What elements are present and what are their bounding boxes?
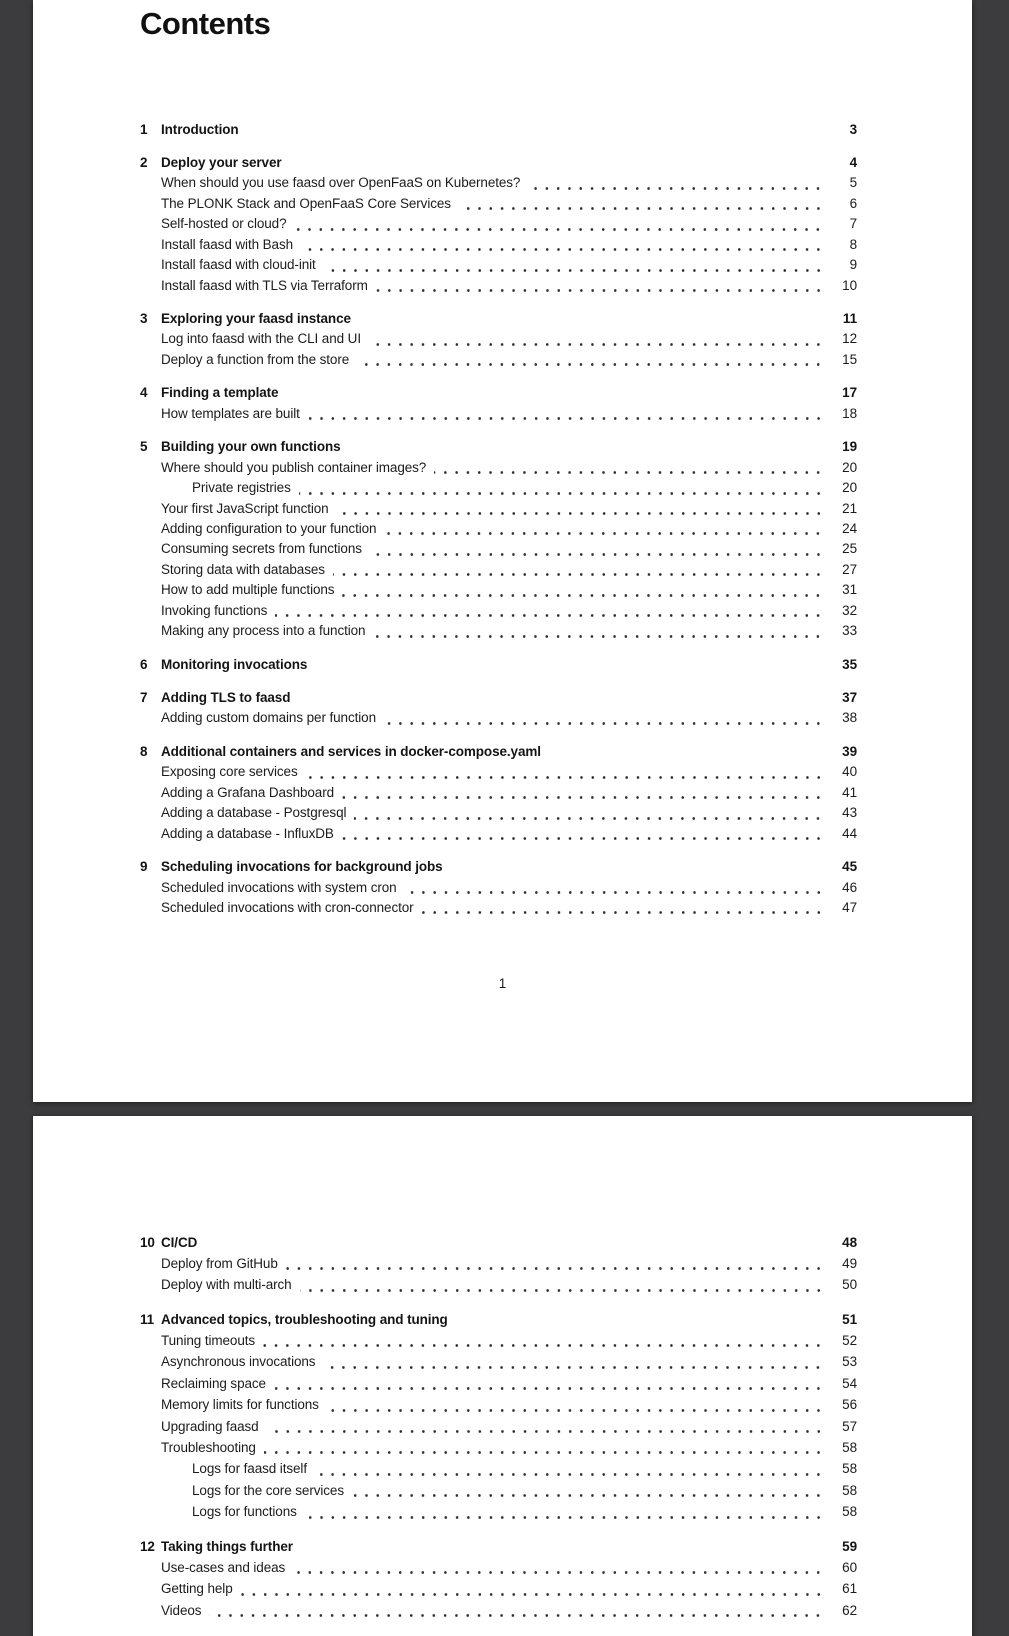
chapter-page-number: 17 [842,385,857,401]
toc-entry[interactable] [140,214,857,234]
dot-leader [369,343,824,346]
entry-label: Logs for the core services [192,1482,344,1498]
entry-label: Adding a database - InfluxDB [161,825,334,841]
toc-entry[interactable] [140,1416,857,1437]
entry-label: Upgrading faasd [161,1418,259,1434]
entry-page-number: 44 [842,825,857,841]
entry-label: Tuning timeouts [161,1333,256,1349]
dot-leader [299,492,824,495]
chapter-number: 12 [140,1538,155,1554]
entry-page-number: 20 [842,480,857,496]
chapter-title: CI/CD [161,1234,198,1250]
toc-entry[interactable] [140,1330,857,1351]
toc-chapter-group [140,1309,857,1523]
entry-page-number: 52 [842,1333,857,1349]
dot-leader [294,228,824,231]
entry-page-number: 6 [849,195,857,211]
dot-leader [384,722,824,725]
chapter-number: 1 [140,121,148,137]
chapter-title: Advanced topics, troubleshooting and tuning [161,1311,448,1327]
chapter-page-number: 35 [842,656,857,672]
entry-page-number: 24 [842,520,857,536]
entry-label: Adding a Grafana Dashboard [161,784,335,800]
dot-leader [286,1267,824,1270]
entry-label: Deploy with multi-arch [161,1277,292,1293]
dot-leader [434,471,824,474]
dot-leader [384,532,824,535]
entry-label: Adding configuration to your function [161,520,377,536]
entry-label: Logs for functions [192,1504,297,1520]
entry-page-number: 10 [842,277,857,293]
toc-page-2 [140,1232,857,1622]
entry-label: Videos [161,1602,202,1618]
toc-chapter-group [140,383,857,424]
chapter-title: Scheduling invocations for background jobs [161,859,443,875]
toc-chapter-entry[interactable] [140,742,857,762]
toc-chapter-group [140,437,857,641]
toc-chapter-group [140,1232,857,1296]
entry-page-number: 58 [842,1504,857,1520]
dot-leader [354,817,824,820]
toc-entry[interactable] [140,276,857,296]
entry-label: Memory limits for functions [161,1397,319,1413]
entry-label: Install faasd with cloud-init [161,257,316,273]
entry-label: Scheduled invocations with cron-connector [161,899,414,915]
dot-leader [327,1409,824,1412]
toc-chapter-group [140,742,857,844]
entry-label: Log into faasd with the CLI and UI [161,331,361,347]
entry-label: Install faasd with Bash [161,236,294,252]
entry-label: Install faasd with TLS via Terraform [161,277,368,293]
entry-page-number: 43 [842,805,857,821]
toc-entry[interactable] [140,762,857,782]
entry-page-number: 62 [842,1602,857,1618]
toc-entry[interactable] [140,255,857,275]
dot-leader [528,187,824,190]
entry-page-number: 53 [842,1354,857,1370]
toc-entry[interactable] [140,499,857,519]
entry-label: Troubleshooting [161,1440,256,1456]
entry-label: Adding a database - Postgresql [161,805,347,821]
pdf-page-1 [33,0,972,1102]
toc-chapter-entry[interactable] [140,120,857,140]
dot-leader [370,553,824,556]
toc-chapter-entry[interactable] [140,655,857,675]
toc-entry[interactable] [140,1373,857,1394]
toc-page-1 [140,120,857,919]
toc-chapter-entry[interactable] [140,437,857,457]
dot-leader [342,796,824,799]
toc-entry[interactable] [140,621,857,641]
dot-leader [352,1494,824,1497]
chapter-number: 4 [140,385,148,401]
entry-label: Your first JavaScript function [161,500,329,516]
toc-entry[interactable] [140,898,857,918]
entry-page-number: 33 [842,623,857,639]
dot-leader [405,891,824,894]
toc-chapter-entry[interactable] [140,1536,857,1557]
entry-page-number: 41 [842,784,857,800]
dot-leader [301,248,824,251]
chapter-number: 8 [140,743,148,759]
toc-entry[interactable] [140,1253,857,1274]
chapter-title: Additional containers and services in docker-compose.yaml [161,743,541,759]
toc-entry[interactable] [140,783,857,803]
entry-page-number: 7 [849,216,857,232]
entry-label: Where should you publish container images? [161,459,427,475]
chapter-title: Monitoring invocations [161,656,308,672]
chapter-page-number: 11 [842,311,857,326]
entry-page-number: 18 [842,405,857,421]
entry-label: Reclaiming space [161,1375,266,1391]
toc-entry[interactable] [140,803,857,823]
toc-entry[interactable] [140,1437,857,1458]
chapter-page-number: 59 [842,1538,857,1554]
toc-entry[interactable] [140,878,857,898]
toc-entry[interactable] [140,350,857,370]
toc-entry[interactable] [140,708,857,728]
entry-page-number: 58 [842,1482,857,1498]
dot-leader [422,911,824,914]
dot-leader [337,512,824,515]
chapter-page-number: 45 [842,859,857,875]
chapter-number: 10 [140,1234,155,1250]
chapter-number: 5 [140,439,148,455]
entry-label: When should you use faasd over OpenFaaS on Kubernetes? [161,175,521,191]
entry-page-number: 54 [842,1375,857,1391]
dot-leader [308,417,824,420]
entry-page-number: 32 [842,602,857,618]
chapter-page-number: 3 [849,121,857,137]
toc-entry[interactable] [140,173,857,193]
entry-label: Asynchronous invocations [161,1354,316,1370]
entry-page-number: 5 [849,175,857,191]
dot-leader [324,269,824,272]
chapter-number: 7 [140,690,148,705]
toc-entry[interactable] [140,1600,857,1621]
entry-label: Exposing core services [161,764,298,780]
toc-chapter-entry[interactable] [140,1309,857,1330]
entry-page-number: 58 [842,1440,857,1456]
chapter-title: Introduction [161,121,239,137]
dot-leader [293,1571,824,1574]
toc-entry[interactable] [140,458,857,478]
toc-entry[interactable] [140,1274,857,1295]
chapter-number: 11 [140,1311,155,1327]
toc-entry[interactable] [140,1578,857,1599]
entry-page-number: 31 [842,582,857,598]
dot-leader [264,1451,824,1454]
dot-leader [342,594,824,597]
toc-chapter-entry[interactable] [140,309,857,329]
entry-page-number: 27 [842,561,857,577]
chapter-number: 2 [140,154,148,170]
toc-entry[interactable] [140,560,857,580]
pdf-page-2 [33,1116,972,1636]
toc-entry[interactable] [140,1394,857,1415]
chapter-number: 3 [140,311,148,326]
dot-leader [241,1593,824,1596]
chapter-page-number: 51 [842,1311,857,1327]
chapter-title: Finding a template [161,385,279,401]
entry-label: Getting help [161,1581,233,1597]
dot-leader [342,837,824,840]
entry-page-number: 40 [842,764,857,780]
entry-label: Logs for faasd itself [192,1461,307,1477]
toc-chapter-entry[interactable] [140,1232,857,1253]
entry-page-number: 56 [842,1397,857,1413]
dot-leader [333,573,824,576]
entry-page-number: 38 [842,710,857,726]
dot-leader [274,1387,824,1390]
entry-page-number: 58 [842,1461,857,1477]
entry-page-number: 50 [842,1277,857,1293]
toc-chapter-entry[interactable] [140,383,857,403]
dot-leader [305,1516,824,1519]
entry-page-number: 60 [842,1559,857,1575]
entry-label: How to add multiple functions [161,582,335,598]
chapter-page-number: 37 [842,690,857,705]
dot-leader [263,1344,824,1347]
entry-page-number: 49 [842,1255,857,1271]
dot-leader [376,289,824,292]
entry-label: Invoking functions [161,602,268,618]
dot-leader [300,1289,824,1292]
toc-entry[interactable] [140,1501,857,1522]
chapter-title: Adding TLS to faasd [161,690,291,705]
dot-leader [306,776,824,779]
dot-leader [323,1366,824,1369]
entry-label: Scheduled invocations with system cron [161,879,397,895]
toc-chapter-group [140,655,857,675]
toc-entry[interactable] [140,539,857,559]
entry-page-number: 21 [842,500,857,516]
entry-page-number: 15 [842,351,857,367]
page-footer-number: 1 [498,976,507,991]
chapter-title: Building your own functions [161,439,341,455]
chapter-number: 6 [140,656,148,672]
toc-entry[interactable] [140,1351,857,1372]
entry-label: Self-hosted or cloud? [161,216,287,232]
chapter-page-number: 39 [842,743,857,759]
chapter-page-number: 4 [849,154,857,170]
dot-leader [357,363,824,366]
toc-entry[interactable] [140,329,857,349]
dot-leader [275,614,824,617]
toc-entry[interactable] [140,601,857,621]
entry-page-number: 46 [842,879,857,895]
toc-chapter-group [140,857,857,918]
toc-chapter-group [140,309,857,370]
entry-page-number: 12 [842,331,857,347]
entry-label: Storing data with databases [161,561,325,577]
dot-leader [267,1430,824,1433]
toc-entry[interactable] [140,404,857,424]
entry-label: Private registries [192,480,291,496]
toc-entry[interactable] [140,194,857,214]
toc-entry[interactable] [140,1557,857,1578]
chapter-title: Exploring your faasd instance [161,311,351,326]
entry-page-number: 8 [849,236,857,252]
toc-entry[interactable] [140,580,857,600]
dot-leader [373,635,824,638]
toc-chapter-entry[interactable] [140,153,857,173]
toc-chapter-group [140,1536,857,1622]
entry-label: The PLONK Stack and OpenFaaS Core Services [161,195,451,211]
dot-leader [315,1473,824,1476]
entry-label: Adding custom domains per function [161,710,376,726]
entry-page-number: 57 [842,1418,857,1434]
entry-label: Use-cases and ideas [161,1559,286,1575]
chapter-number: 9 [140,859,148,875]
entry-page-number: 25 [842,541,857,557]
entry-page-number: 61 [842,1581,857,1597]
entry-page-number: 20 [842,459,857,475]
toc-chapter-group [140,120,857,140]
dot-leader [209,1614,824,1617]
toc-chapter-group [140,153,857,296]
entry-label: Deploy from GitHub [161,1255,278,1271]
entry-label: Consuming secrets from functions [161,541,362,557]
entry-label: How templates are built [161,405,300,421]
chapter-title: Deploy your server [161,154,282,170]
entry-label: Making any process into a function [161,623,366,639]
entry-page-number: 9 [849,257,857,273]
toc-entry[interactable] [140,1480,857,1501]
contents-heading: Contents [140,6,271,41]
entry-label: Deploy a function from the store [161,351,350,367]
toc-chapter-entry[interactable] [140,688,857,708]
toc-chapter-group [140,688,857,729]
toc-entry[interactable] [140,519,857,539]
dot-leader [459,207,824,210]
toc-entry[interactable] [140,824,857,844]
toc-entry[interactable] [140,235,857,255]
toc-entry[interactable] [140,1458,857,1479]
chapter-page-number: 48 [842,1234,857,1250]
toc-entry[interactable] [140,478,857,498]
chapter-title: Taking things further [161,1538,293,1554]
chapter-page-number: 19 [842,439,857,455]
toc-chapter-entry[interactable] [140,857,857,877]
entry-page-number: 47 [842,899,857,915]
